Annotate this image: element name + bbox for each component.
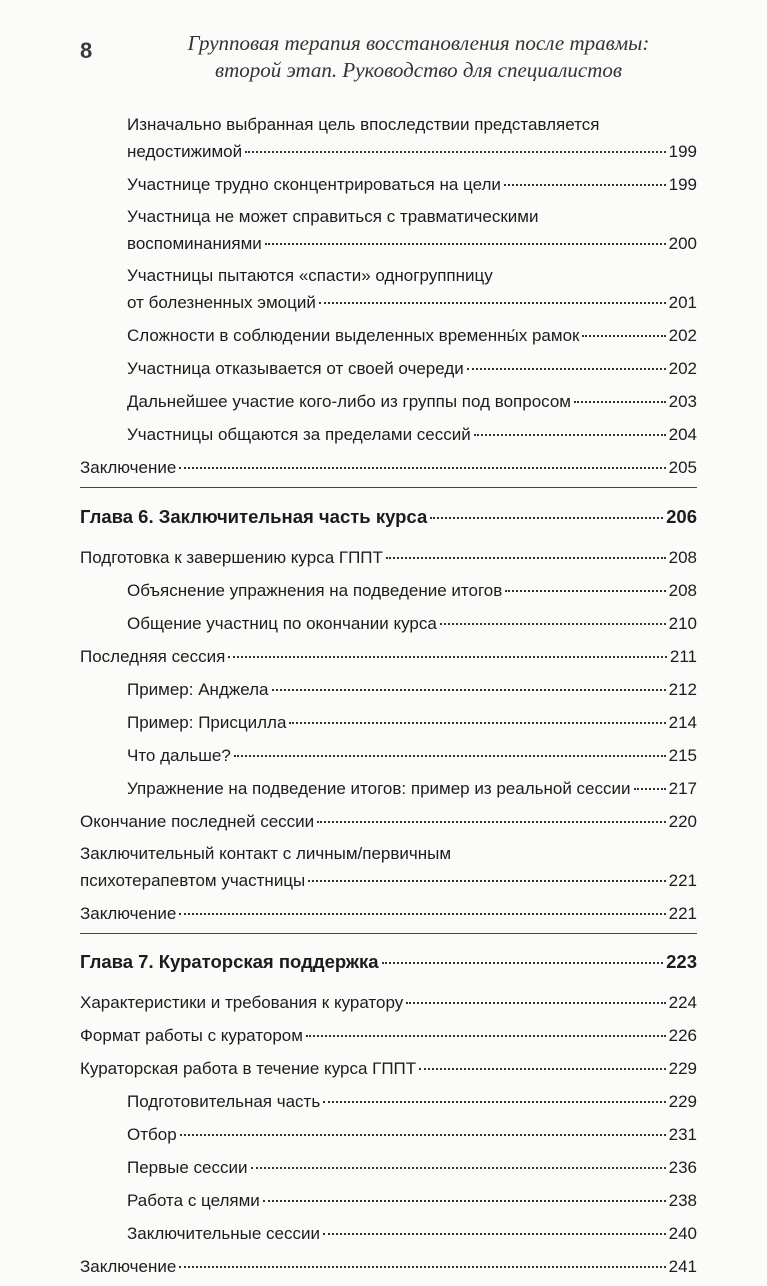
running-title-line-2: второй этап. Руководство для специалистов [214, 58, 623, 82]
dot-leader [419, 1051, 665, 1070]
dot-leader [317, 804, 665, 823]
toc-entry-title: недостижимой [127, 142, 243, 161]
toc-page-number: 212 [668, 679, 697, 699]
toc-page-number: 236 [668, 1158, 697, 1177]
toc-page-number: 202 [668, 359, 697, 378]
toc-entry-title: воспоминаниями [127, 234, 262, 253]
toc-entry [80, 577, 697, 604]
toc-entry-title-line: Участница не может справиться с травматическими [127, 207, 539, 226]
dot-leader [474, 417, 666, 436]
toc-page-number: 221 [668, 903, 697, 923]
dot-leader [179, 896, 665, 915]
toc-page-number: 199 [668, 142, 697, 161]
dot-leader [323, 1084, 665, 1103]
toc-page-number: 208 [668, 547, 697, 567]
toc-entry-title-line: Изначально выбранная цель впоследствии представляется [127, 115, 600, 134]
dot-leader [272, 672, 666, 691]
dot-leader [308, 863, 665, 882]
dot-leader [582, 318, 665, 337]
toc-entry [80, 1187, 697, 1214]
toc-page-number: 215 [668, 745, 697, 765]
toc-entry-title: Глава 7. Кураторская поддержка [80, 951, 379, 972]
toc-entry-title: Кураторская работа в течение курса ГППТ [80, 1059, 417, 1078]
toc-entry [80, 742, 697, 769]
toc-entry-title: Отбор [127, 1125, 177, 1144]
toc-page-number: 231 [668, 1125, 697, 1144]
toc-page-number: 211 [669, 646, 697, 666]
toc-page-number: 205 [668, 458, 697, 477]
toc-page-number: 210 [668, 613, 697, 633]
dot-leader [251, 1150, 666, 1169]
toc-entry-title: Дальнейшее участие кого-либо из группы под вопросом [127, 392, 571, 411]
toc-entry [80, 1220, 697, 1247]
toc-page-number: 220 [668, 811, 697, 831]
toc-page-number: 241 [668, 1257, 697, 1276]
toc-page-number: 203 [668, 392, 697, 411]
toc-entry [80, 900, 697, 927]
toc-page-number: 204 [668, 425, 697, 444]
dot-leader [440, 606, 666, 625]
toc-entry [80, 709, 697, 736]
toc-page-number: 214 [668, 712, 697, 732]
toc-entry-title: Заключение [80, 458, 177, 477]
dot-leader [234, 738, 666, 757]
toc-entry-title: Заключение [80, 903, 177, 923]
toc-entry [80, 989, 697, 1016]
toc-entry [80, 1121, 697, 1148]
toc-entry-title: Глава 6. Заключительная часть курса [80, 505, 428, 527]
toc-entry-title: Характеристики и требования к куратору [80, 993, 404, 1012]
toc-entry-title: Что дальше? [127, 745, 231, 765]
toc-entry-title: Участнице трудно сконцентрироваться на цели [127, 175, 501, 194]
toc-entry [80, 1253, 697, 1280]
toc-entry-title: Подготовка к завершению курса ГППТ [80, 547, 383, 567]
dot-leader [504, 167, 666, 186]
toc-entry-title: Участница отказывается от своей очереди [127, 359, 464, 378]
toc-entry-title: Подготовительная часть [127, 1092, 321, 1111]
dot-leader [323, 1216, 666, 1235]
toc-page-number: 199 [668, 175, 697, 194]
dot-leader [319, 285, 666, 304]
toc-entry [80, 643, 697, 670]
dot-leader [382, 944, 664, 965]
dot-leader [634, 771, 666, 790]
toc-entry [80, 775, 697, 802]
toc-entry-title: Участницы общаются за пределами сессий [127, 425, 471, 444]
toc-entry [80, 263, 697, 316]
toc-page-number: 224 [668, 993, 697, 1012]
toc-entry [80, 388, 697, 415]
toc-entry-title: Пример: Анджела [127, 679, 269, 699]
dot-leader [386, 540, 666, 559]
dot-leader [406, 985, 665, 1004]
toc-entry [80, 171, 697, 198]
toc-page-number: 206 [666, 505, 697, 527]
page-number: 8 [80, 38, 93, 63]
chapter-rule [80, 933, 697, 934]
toc-entry [80, 1022, 697, 1049]
toc-entry [80, 421, 697, 448]
toc-page-number: 238 [668, 1191, 697, 1210]
toc-entry-title: Упражнение на подведение итогов: пример из реальной сессии [127, 778, 631, 798]
toc-entry-title: Заключение [80, 1257, 177, 1276]
toc-page-number: 217 [668, 778, 697, 798]
toc-page-number: 223 [666, 951, 697, 972]
toc-entry [80, 454, 697, 481]
toc-page-number: 229 [668, 1059, 697, 1078]
toc-page-number: 202 [668, 326, 697, 345]
toc-entry-title: Заключительные сессии [127, 1224, 320, 1243]
dot-leader [467, 351, 666, 370]
toc-page-number: 240 [668, 1224, 697, 1243]
toc-page-number: 221 [668, 870, 697, 890]
toc-entry-title: психотерапевтом участницы [80, 870, 306, 890]
toc-entry-title: Общение участниц по окончании курса [127, 613, 437, 633]
running-title-line-1: Групповая терапия восстановления после травмы: [187, 31, 650, 55]
toc-entry [80, 112, 697, 165]
toc-entry [80, 544, 697, 571]
toc-chapter [80, 502, 697, 530]
toc-page-number: 200 [668, 234, 697, 253]
toc-entry [80, 676, 697, 703]
toc-entry-title: Формат работы с куратором [80, 1026, 303, 1045]
running-title [120, 30, 717, 84]
toc-entry [80, 1088, 697, 1115]
dot-leader [430, 498, 663, 519]
toc-entry [80, 322, 697, 349]
dot-leader [306, 1018, 666, 1037]
toc-chapter [80, 948, 697, 976]
toc-entry [80, 204, 697, 257]
dot-leader [289, 705, 665, 724]
toc-page-number: 229 [668, 1092, 697, 1111]
dot-leader [245, 134, 665, 153]
toc-page-number: 226 [668, 1026, 697, 1045]
dot-leader [228, 639, 667, 658]
toc-entry [80, 1154, 697, 1181]
chapter-rule [80, 487, 697, 488]
dot-leader [505, 573, 665, 592]
dot-leader [179, 450, 665, 469]
dot-leader [263, 1183, 666, 1202]
toc-entry [80, 841, 697, 894]
toc-entry-title: от болезненных эмоций [127, 293, 316, 312]
dot-leader [265, 226, 666, 245]
toc-entry [80, 610, 697, 637]
toc-page-number: 201 [668, 293, 697, 312]
toc-page-number: 208 [668, 580, 697, 600]
dot-leader [179, 1249, 665, 1268]
toc-entry-title: Работа с целями [127, 1191, 260, 1210]
page-header [0, 30, 767, 90]
table-of-contents [80, 112, 697, 1286]
toc-entry-title-line: Участницы пытаются «спасти» одногруппницу [127, 266, 493, 285]
toc-entry-title: Пример: Присцилла [127, 712, 287, 732]
toc-entry [80, 355, 697, 382]
dot-leader [574, 384, 666, 403]
toc-entry-title: Объяснение упражнения на подведение итогов [127, 580, 503, 600]
toc-entry-title-line: Заключительный контакт с личным/первичным [80, 843, 452, 863]
dot-leader [180, 1117, 666, 1136]
toc-entry [80, 1055, 697, 1082]
toc-entry-title: Последняя сессия [80, 646, 226, 666]
toc-entry-title: Сложности в соблюдении выделенных временны́х рамок [127, 326, 580, 345]
toc-entry-title: Первые сессии [127, 1158, 248, 1177]
toc-entry [80, 808, 697, 835]
toc-entry-title: Окончание последней сессии [80, 811, 315, 831]
